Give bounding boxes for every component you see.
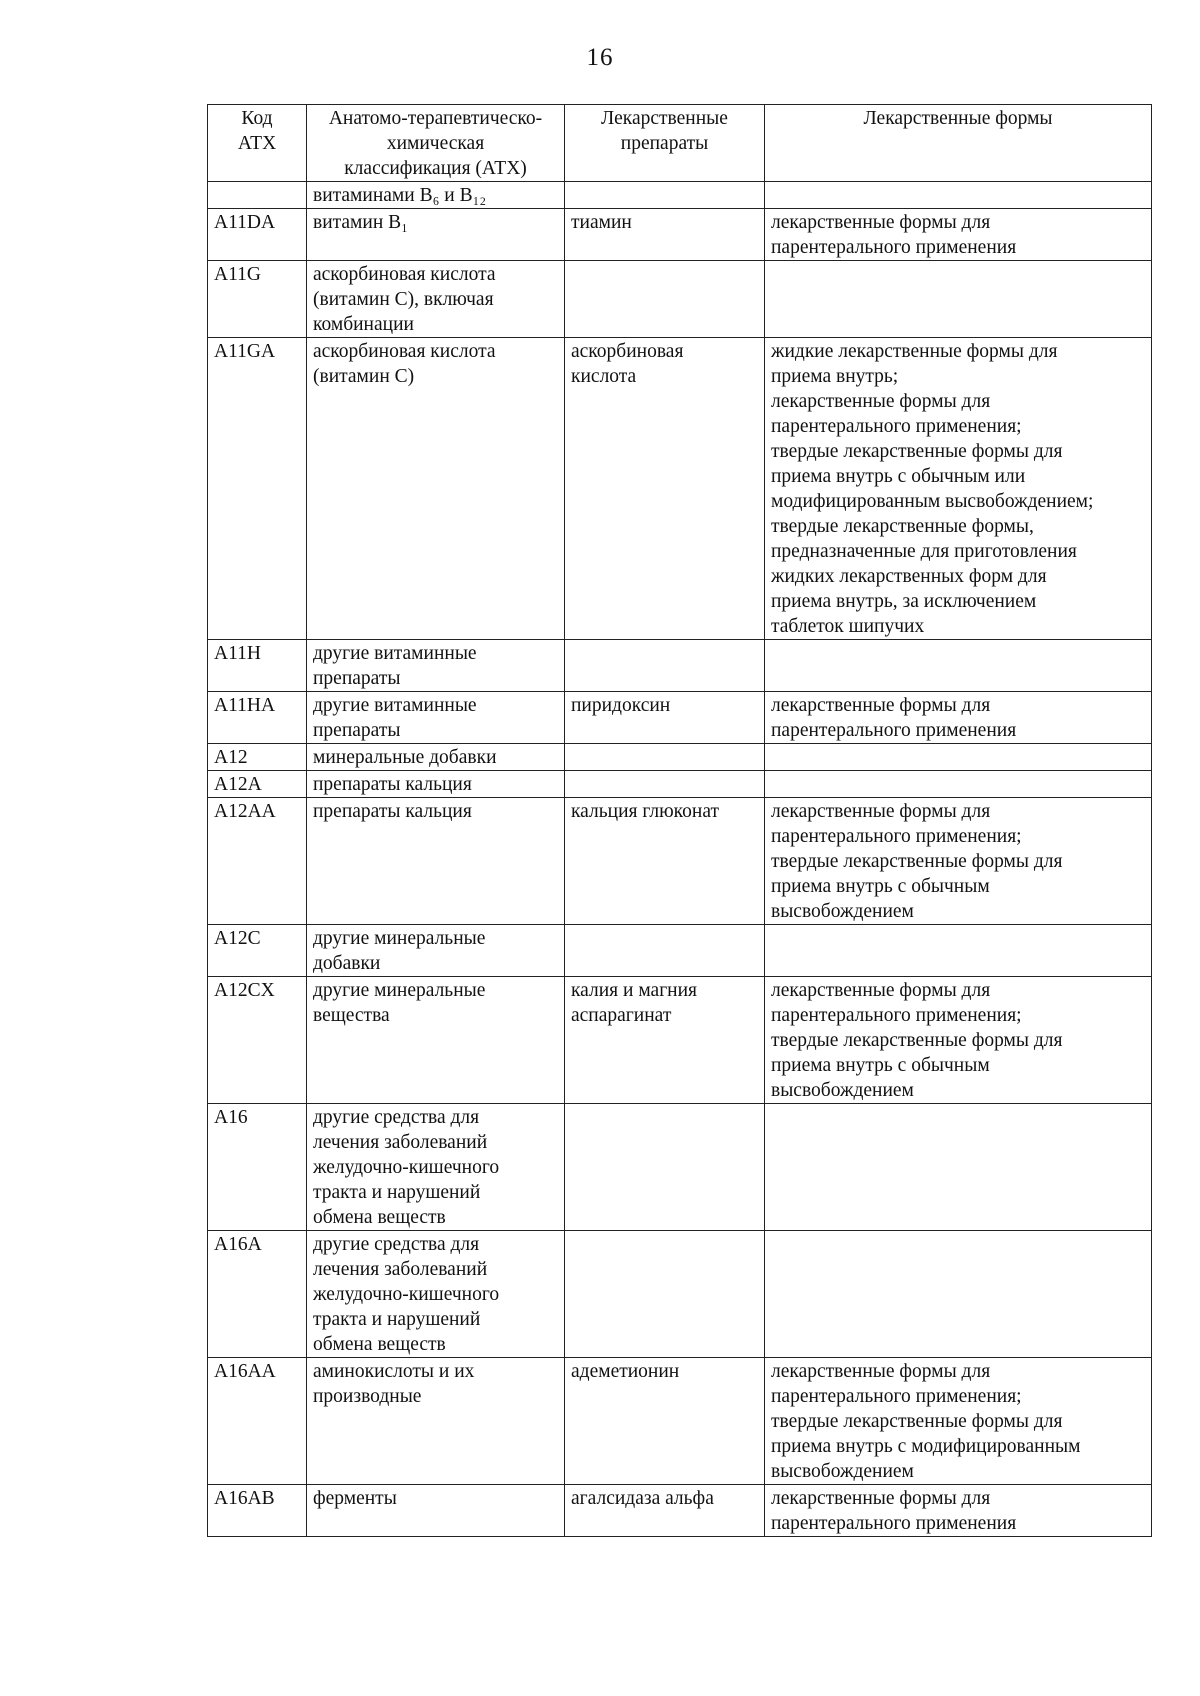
table-row	[208, 1485, 1152, 1537]
cell-line: другие средства для	[313, 1234, 480, 1255]
cell-line: АТХ	[237, 133, 277, 154]
cell-forms	[765, 977, 1152, 1104]
cell-line: химическая	[386, 133, 485, 154]
cell-line: приема внутрь с обычным	[771, 1055, 990, 1076]
cell-line: другие средства для	[313, 1107, 480, 1128]
table-row	[208, 261, 1152, 338]
cell-code: A11DA	[208, 209, 307, 261]
cell-classification	[307, 977, 565, 1104]
cell-drug	[565, 182, 765, 209]
cell-classification	[307, 798, 565, 925]
cell-line: тракта и нарушений	[313, 1182, 481, 1203]
header-code	[208, 105, 307, 182]
cell-code: A12CX	[208, 977, 307, 1104]
cell-line: другие витаминные	[313, 695, 477, 716]
cell-line: Лекарственные	[601, 108, 728, 129]
cell-line: парентерального применения;	[771, 1386, 1022, 1407]
cell-line: классификация (АТХ)	[344, 158, 527, 179]
cell-code: A11H	[208, 640, 307, 692]
cell-drug	[565, 798, 765, 925]
cell-code: A11GA	[208, 338, 307, 640]
cell-line: кальция глюконат	[571, 801, 719, 822]
cell-drug	[565, 640, 765, 692]
cell-drug	[565, 925, 765, 977]
cell-line: обмена веществ	[313, 1207, 446, 1228]
cell-line: лечения заболеваний	[313, 1132, 488, 1153]
cell-drug	[565, 1485, 765, 1537]
cell-code: A12	[208, 744, 307, 771]
cell-line: препараты	[313, 720, 401, 741]
cell-line: парентерального применения	[771, 1513, 1017, 1534]
cell-line: высвобождением	[771, 901, 914, 922]
cell-line: аминокислоты и их	[313, 1361, 475, 1382]
cell-classification	[307, 338, 565, 640]
cell-line: модифицированным высвобождением;	[771, 491, 1094, 512]
cell-line: твердые лекарственные формы для	[771, 1030, 1063, 1051]
cell-drug	[565, 771, 765, 798]
cell-classification	[307, 1104, 565, 1231]
cell-drug	[565, 261, 765, 338]
table-row	[208, 182, 1152, 209]
cell-line: тиамин	[571, 212, 632, 233]
cell-classification	[307, 261, 565, 338]
table-row	[208, 338, 1152, 640]
cell-line: витаминами B₆ и B₁₂	[313, 185, 487, 206]
table-row	[208, 771, 1152, 798]
cell-line: парентерального применения;	[771, 826, 1022, 847]
cell-classification	[307, 771, 565, 798]
cell-code	[208, 182, 307, 209]
table-row	[208, 1358, 1152, 1485]
header-drugs	[565, 105, 765, 182]
cell-line: другие минеральные	[313, 980, 486, 1001]
cell-line: препараты кальция	[313, 774, 472, 795]
cell-line: парентерального применения	[771, 237, 1017, 258]
cell-line: лекарственные формы для	[771, 1361, 991, 1382]
cell-line: предназначенные для приготовления	[771, 541, 1077, 562]
cell-forms	[765, 640, 1152, 692]
cell-drug	[565, 1104, 765, 1231]
cell-drug	[565, 338, 765, 640]
table-row	[208, 640, 1152, 692]
cell-line: добавки	[313, 953, 381, 974]
cell-line: тракта и нарушений	[313, 1309, 481, 1330]
cell-line: аскорбиновая	[571, 341, 684, 362]
cell-drug	[565, 977, 765, 1104]
cell-line: лекарственные формы для	[771, 212, 991, 233]
cell-code: A11HA	[208, 692, 307, 744]
cell-line: приема внутрь;	[771, 366, 899, 387]
cell-line: твердые лекарственные формы для	[771, 441, 1063, 462]
header-classification	[307, 105, 565, 182]
cell-classification	[307, 182, 565, 209]
cell-line: другие минеральные	[313, 928, 486, 949]
cell-line: парентерального применения;	[771, 416, 1022, 437]
cell-line: комбинации	[313, 314, 414, 335]
cell-forms	[765, 925, 1152, 977]
cell-drug	[565, 1358, 765, 1485]
cell-line: приема внутрь с обычным	[771, 876, 990, 897]
table-row	[208, 1104, 1152, 1231]
cell-line: Лекарственные формы	[863, 108, 1053, 129]
cell-line: парентерального применения;	[771, 1005, 1022, 1026]
cell-line: лекарственные формы для	[771, 980, 991, 1001]
cell-line: лекарственные формы для	[771, 1488, 991, 1509]
cell-forms	[765, 1104, 1152, 1231]
cell-line: твердые лекарственные формы для	[771, 851, 1063, 872]
cell-line: Код	[241, 108, 273, 129]
cell-code: A16A	[208, 1231, 307, 1358]
cell-line: желудочно-кишечного	[313, 1284, 500, 1305]
table-row	[208, 209, 1152, 261]
cell-line: приема внутрь, за исключением	[771, 591, 1037, 612]
cell-line: другие витаминные	[313, 643, 477, 664]
cell-line: высвобождением	[771, 1080, 914, 1101]
cell-drug	[565, 209, 765, 261]
page-number: 16	[586, 44, 614, 71]
cell-drug	[565, 744, 765, 771]
atx-table	[207, 104, 1152, 1537]
table-body	[208, 182, 1152, 1537]
cell-line: жидких лекарственных форм для	[771, 566, 1047, 587]
cell-line: вещества	[313, 1005, 390, 1026]
table-row	[208, 798, 1152, 925]
cell-classification	[307, 1358, 565, 1485]
cell-code: A12C	[208, 925, 307, 977]
cell-code: A11G	[208, 261, 307, 338]
cell-line: лекарственные формы для	[771, 801, 991, 822]
cell-classification	[307, 1231, 565, 1358]
table-row	[208, 1231, 1152, 1358]
cell-line: аскорбиновая кислота	[313, 341, 496, 362]
cell-line: ферменты	[313, 1488, 397, 1509]
cell-classification	[307, 209, 565, 261]
cell-line: адеметионин	[571, 1361, 680, 1382]
cell-line: приема внутрь с обычным или	[771, 466, 1026, 487]
cell-forms	[765, 182, 1152, 209]
cell-line: пиридоксин	[571, 695, 671, 716]
cell-line: твердые лекарственные формы для	[771, 1411, 1063, 1432]
table-row	[208, 692, 1152, 744]
cell-code: A16	[208, 1104, 307, 1231]
cell-line: лечения заболеваний	[313, 1259, 488, 1280]
cell-forms	[765, 209, 1152, 261]
cell-code: A16AB	[208, 1485, 307, 1537]
cell-line: лекарственные формы для	[771, 391, 991, 412]
table-header-row	[208, 105, 1152, 182]
cell-line: таблеток шипучих	[771, 616, 925, 637]
cell-line: Анатомо-терапевтическо-	[328, 108, 543, 129]
cell-line: препараты кальция	[313, 801, 472, 822]
cell-forms	[765, 744, 1152, 771]
cell-classification	[307, 744, 565, 771]
cell-forms	[765, 692, 1152, 744]
cell-drug	[565, 692, 765, 744]
cell-classification	[307, 640, 565, 692]
cell-line: (витамин C), включая	[313, 289, 494, 310]
cell-code: A16AA	[208, 1358, 307, 1485]
cell-line: лекарственные формы для	[771, 695, 991, 716]
cell-forms	[765, 798, 1152, 925]
cell-forms	[765, 261, 1152, 338]
cell-line: парентерального применения	[771, 720, 1017, 741]
cell-forms	[765, 1485, 1152, 1537]
cell-classification	[307, 925, 565, 977]
cell-line: аскорбиновая кислота	[313, 264, 496, 285]
cell-line: калия и магния	[571, 980, 698, 1001]
cell-line: высвобождением	[771, 1461, 914, 1482]
cell-forms	[765, 1358, 1152, 1485]
table-row	[208, 977, 1152, 1104]
cell-line: производные	[313, 1386, 422, 1407]
cell-line: витамин B₁	[313, 212, 408, 233]
cell-line: минеральные добавки	[313, 747, 497, 768]
cell-code: A12AA	[208, 798, 307, 925]
cell-line: препараты	[313, 668, 401, 689]
cell-classification	[307, 1485, 565, 1537]
cell-forms	[765, 1231, 1152, 1358]
cell-line: обмена веществ	[313, 1334, 446, 1355]
cell-line: приема внутрь с модифицированным	[771, 1436, 1081, 1457]
cell-line: твердые лекарственные формы,	[771, 516, 1034, 537]
cell-forms	[765, 338, 1152, 640]
cell-line: жидкие лекарственные формы для	[771, 341, 1058, 362]
table-row	[208, 925, 1152, 977]
cell-line: желудочно-кишечного	[313, 1157, 500, 1178]
cell-line: кислота	[571, 366, 637, 387]
table-row	[208, 744, 1152, 771]
cell-drug	[565, 1231, 765, 1358]
header-forms	[765, 105, 1152, 182]
cell-line: аспарагинат	[571, 1005, 672, 1026]
cell-line: (витамин C)	[313, 366, 415, 387]
cell-line: препараты	[620, 133, 709, 154]
cell-code: A12A	[208, 771, 307, 798]
cell-forms	[765, 771, 1152, 798]
cell-classification	[307, 692, 565, 744]
cell-line: агалсидаза альфа	[571, 1488, 714, 1509]
